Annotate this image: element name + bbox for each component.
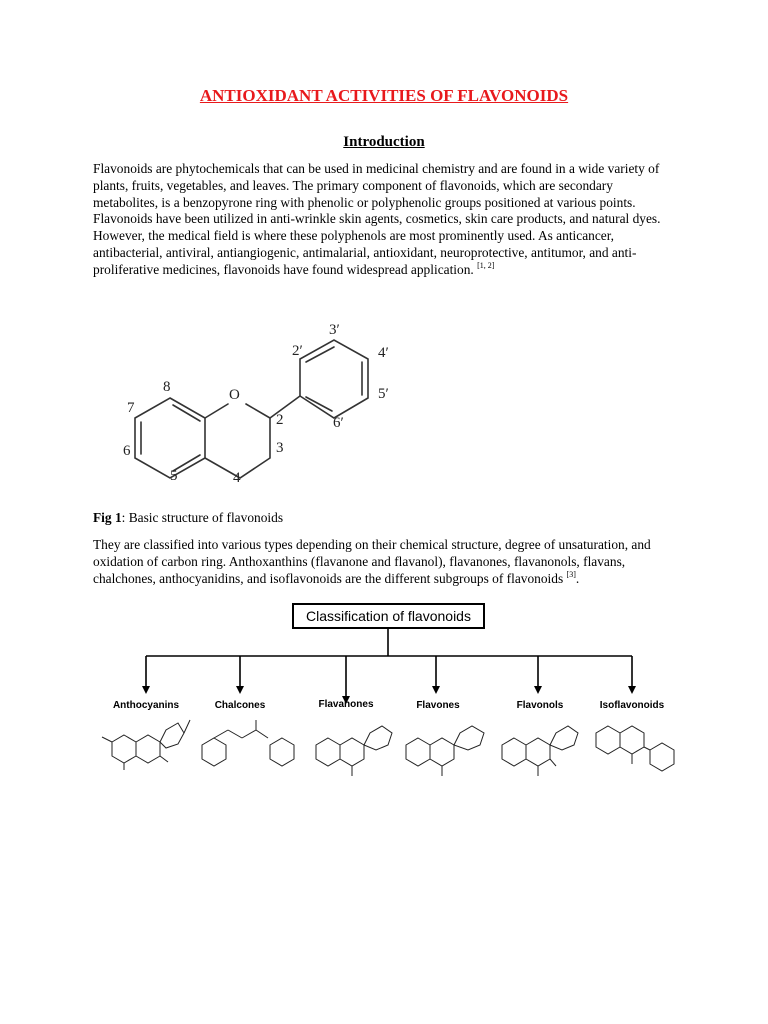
section-heading-introduction: Introduction: [343, 134, 425, 150]
intro-paragraph-text: Flavonoids are phytochemicals that can be used in medicinal chemistry and are found in a wide variety of plants, fruits, vegetables, and leaves. The primary component of flavonoids, which are secondary metabolites, is a benzopyrone ring with phenolic or polyphenolic groups positioned at various points. Flavonoids have been utilized in anti-wrinkle skin agents, cosmetics, skin care products, and natural dyes. However, the medical field is where these polyphenols are most prominently used. As anticancer, antibacterial, antiviral, antiangiogenic, antimalarial, antioxidant, neuroprotective, antitumor, and anti-proliferative medicines, flavonoids have found widespread application.: [93, 161, 661, 277]
ring-a: [135, 398, 205, 478]
atom-label-8: 8: [163, 379, 171, 395]
class-label-flavones: Flavones: [416, 700, 460, 711]
atom-label-4: 4: [233, 470, 241, 486]
atom-label-5-prime: 5′: [378, 386, 389, 402]
page-title: ANTIOXIDANT ACTIVITIES OF FLAVONOIDS: [199, 86, 569, 105]
atom-label-o: O: [229, 387, 240, 403]
flavonol-structure: [502, 726, 578, 776]
figure-caption-text: : Basic structure of flavonoids: [121, 510, 284, 525]
atom-label-7: 7: [127, 400, 135, 416]
ring-b: [300, 340, 368, 418]
figure-caption: [93, 510, 283, 526]
atom-label-4-prime: 4′: [378, 345, 389, 361]
atom-label-5: 5: [170, 468, 178, 484]
atom-label-6: 6: [123, 443, 131, 459]
class-label-isoflavonoids: Isoflavonoids: [599, 700, 665, 711]
class-label-anthocyanins: Anthocyanins: [112, 700, 180, 711]
classification-paragraph-text: They are classified into various types depending on their chemical structure, degree of unsaturation, and oxidation of carbon ring. Anthoxanthins (flavanone and flavanol), flavanones, flavanonols, flavans, chalchones, anthocyanidins, and isoflavonoids are the different subgroups of flavonoids: [93, 537, 651, 586]
isoflavonoid-structure: [596, 726, 674, 771]
atom-label-6-prime: 6′: [333, 415, 344, 431]
classification-title-box: Classification of flavonoids: [292, 603, 485, 629]
citation-1-2: [1, 2]: [477, 260, 495, 270]
figure-caption-label: Fig 1: [93, 510, 122, 525]
citation-3: [3]: [566, 569, 576, 579]
classification-paragraph: [93, 537, 678, 587]
atom-label-2: 2: [276, 412, 284, 428]
flavanone-structure: [316, 726, 392, 776]
flavone-structure: [406, 726, 484, 776]
atom-label-2-prime: 2′: [292, 343, 303, 359]
class-label-flavonols: Flavonols: [516, 700, 564, 711]
ring-c: [205, 404, 228, 418]
atom-label-3: 3: [276, 440, 284, 456]
class-label-chalcones: Chalcones: [214, 700, 266, 711]
atom-label-3-prime: 3′: [329, 322, 340, 338]
anthocyanin-structure: [102, 720, 190, 770]
class-label-flavanones: Flavanones: [318, 699, 374, 710]
chalcone-structure: [202, 720, 294, 766]
paragraph-end: .: [575, 570, 580, 586]
classification-tree: [146, 629, 632, 698]
